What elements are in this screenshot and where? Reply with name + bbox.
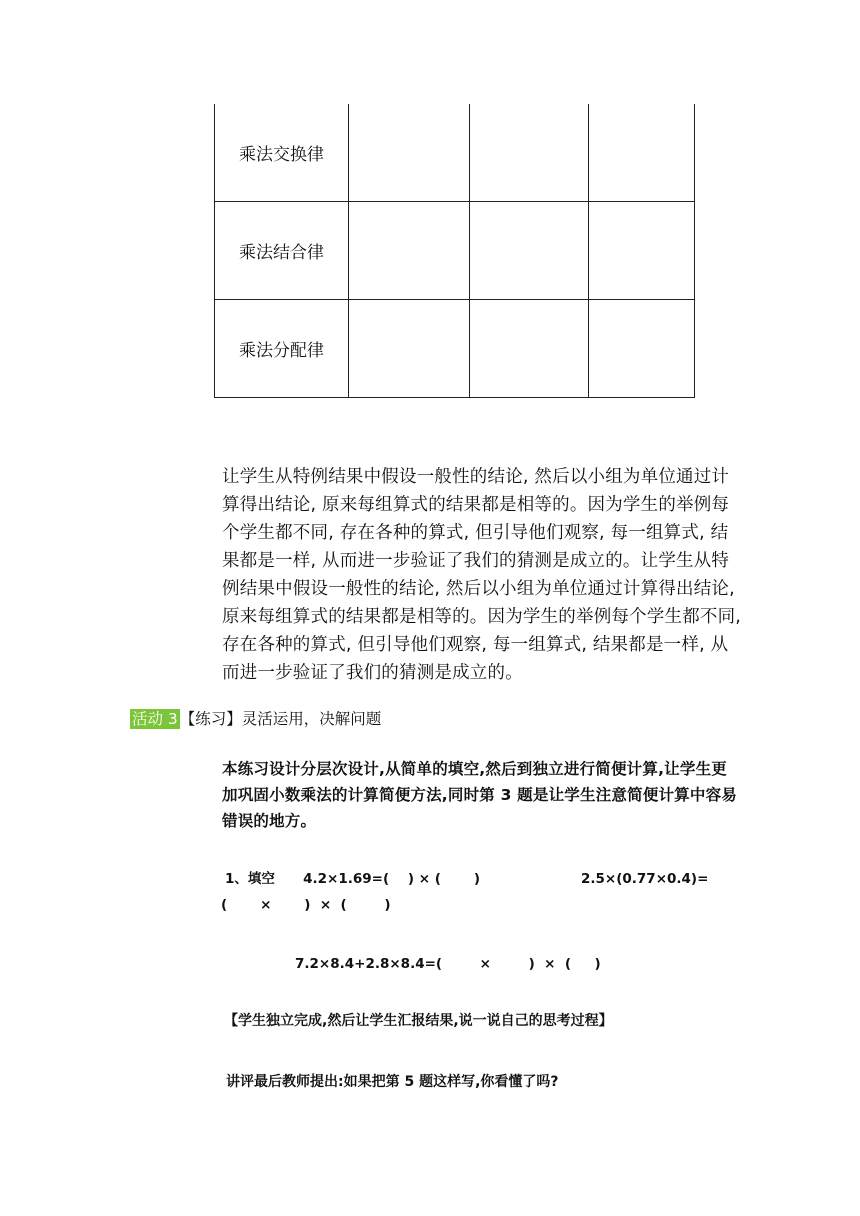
- table-row: [215, 300, 695, 398]
- empty-cell: [470, 104, 589, 202]
- instruction-note: 【学生独立完成,然后让学生汇报结果,说一说自己的思考过程】: [224, 1013, 613, 1029]
- empty-cell: [349, 104, 470, 202]
- empty-cell: [470, 202, 589, 300]
- exercise-1-part-c: ( × ) × ( ): [221, 897, 391, 913]
- exercise-1-part-b: 2.5×(0.77×0.4)=: [581, 871, 709, 887]
- activity-title: 【练习】灵活运用，决解问题: [179, 710, 382, 728]
- table-row: [215, 104, 695, 202]
- table-row: [215, 202, 695, 300]
- activity-heading: [130, 707, 381, 731]
- law-label-cell: 乘法交换律: [215, 104, 349, 202]
- exercise-description: 本练习设计分层次设计,从简单的填空,然后到独立进行简便计算,让学生更加巩固小数乘法的计算简便方法,同时第 3 题是让学生注意简便计算中容易错误的地方。: [222, 760, 737, 830]
- empty-cell: [589, 202, 695, 300]
- exercise-2: 7.2×8.4+2.8×8.4=( × ) × ( ): [295, 956, 601, 972]
- exercise-1-part-a: 1、填空 4.2×1.69=( ) × ( ): [225, 871, 481, 887]
- empty-cell: [589, 104, 695, 202]
- teacher-comment: 讲评最后教师提出:如果把第 5 题这样写,你看懂了吗?: [226, 1074, 559, 1090]
- activity-tag: 活动 3: [132, 710, 178, 728]
- multiplication-laws-table: [214, 104, 695, 398]
- law-label-cell: 乘法结合律: [215, 202, 349, 300]
- body-paragraph: 让学生从特例结果中假设一般性的结论, 然后以小组为单位通过计算得出结论, 原来每组算式的结果都是相等的。因为学生的举例每个学生都不同, 存在各种的算式, 但引导他们观察, 每一组算式, 结果都是一样, 从而进一步验证了我们的猜测是成立的。让学生从特例结果中假设一般性的结论, 然后以小组为单位通过计算得出结论, 原来每组算式的结果都是相等的。因为学生的举例每个学生都不同, 存在各种的算式, 但引导他们观察, 每一组算式, 结果都是一样, 从而进一步验证了我们的猜测是成立的。: [222, 467, 742, 683]
- empty-cell: [349, 300, 470, 398]
- empty-cell: [349, 202, 470, 300]
- empty-cell: [470, 300, 589, 398]
- empty-cell: [589, 300, 695, 398]
- law-label-cell: 乘法分配律: [215, 300, 349, 398]
